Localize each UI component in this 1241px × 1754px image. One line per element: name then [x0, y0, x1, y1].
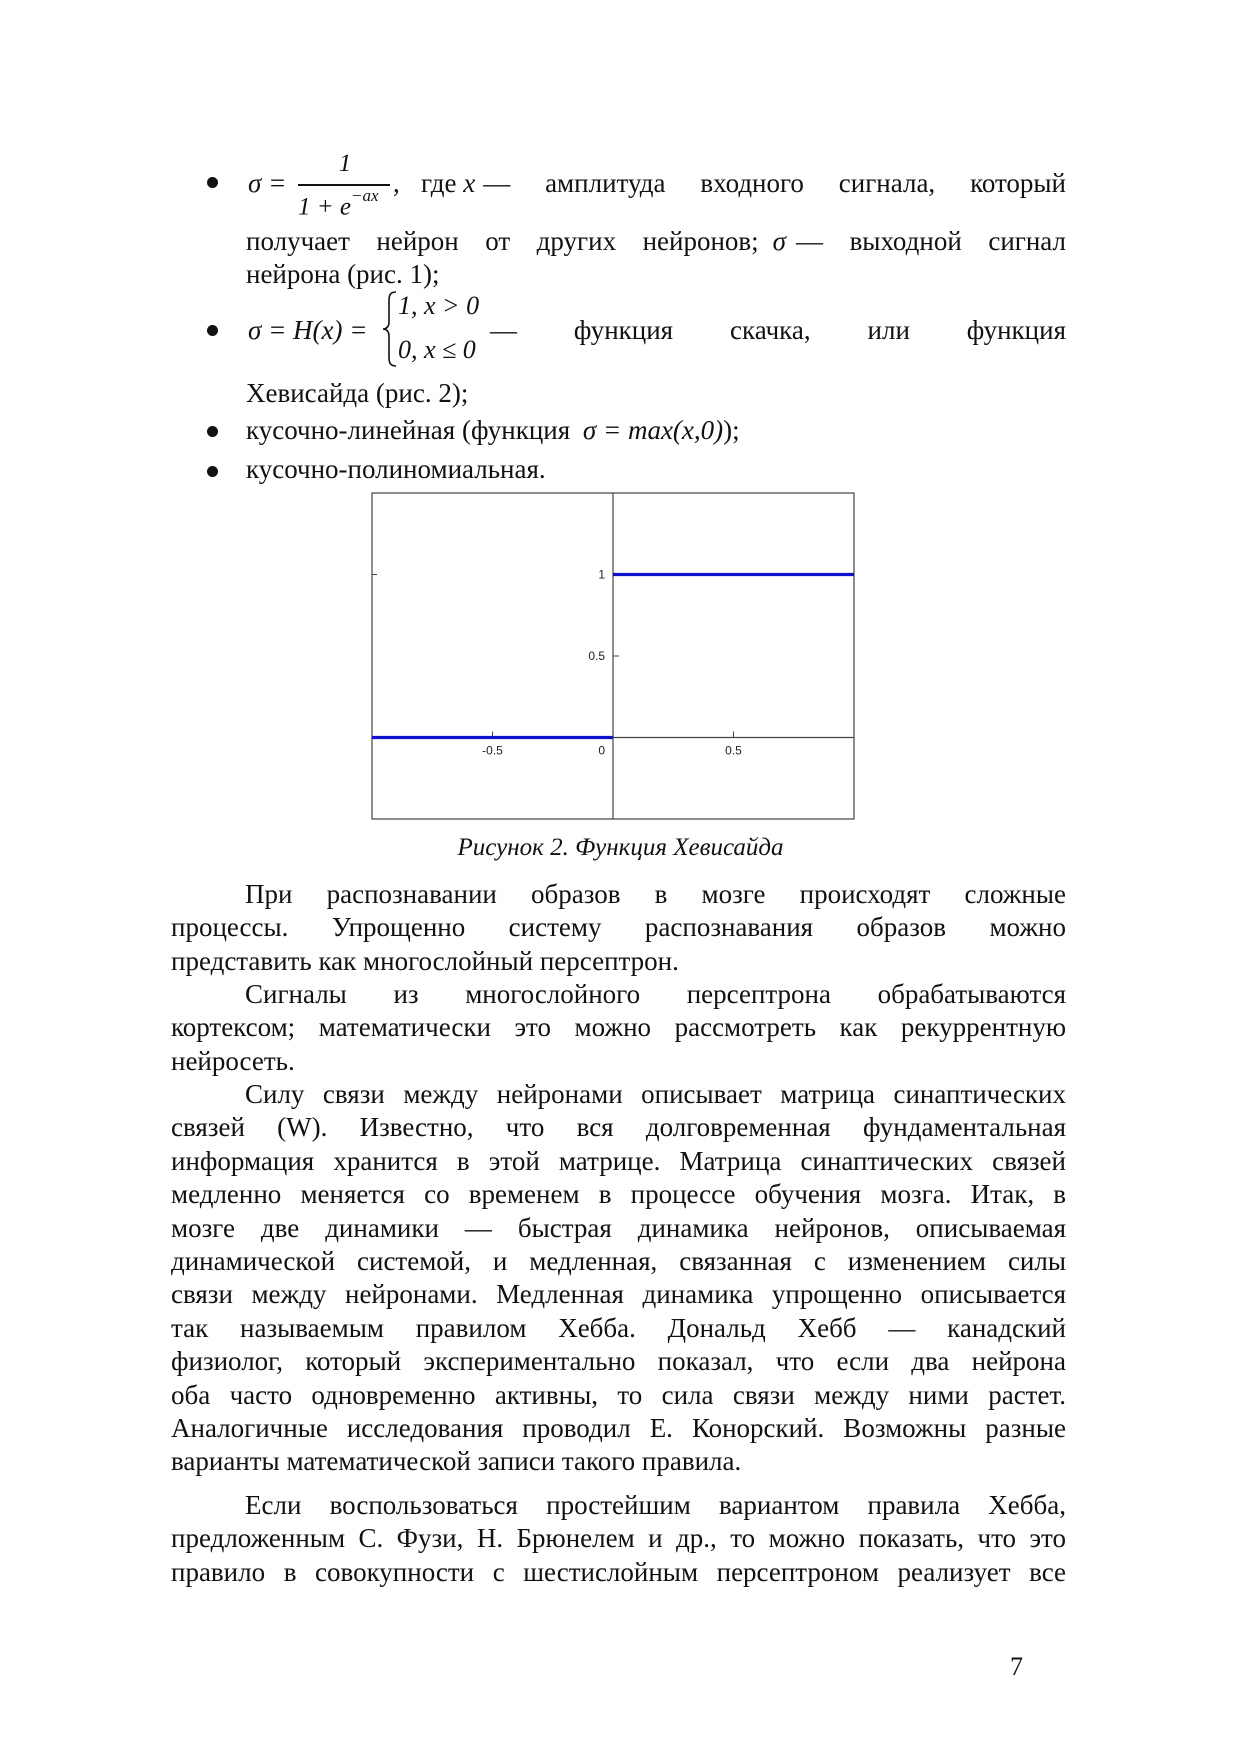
paragraph-line: кортексом; математически это можно рассмотреть как рекуррентную [171, 1012, 1066, 1043]
heaviside-case2: 0, x ≤ 0 [398, 335, 476, 364]
paragraph [171, 1078, 1066, 1479]
paragraph-line: Силу связи между нейронами описывает матрица синаптических [245, 1079, 1066, 1109]
paragraph-line: предложенным С. Фузи, Н. Брюнелем и др., то можно показать, что это [171, 1523, 1066, 1554]
x-tick-label: -0.5 [482, 743, 503, 758]
bullet1-line2-b: — выходной сигнал [796, 226, 1066, 256]
paragraph [171, 978, 1066, 1078]
formula-numerator: 1 [338, 150, 352, 177]
bullet4-line: кусочно-полиномиальная. [246, 454, 546, 484]
bullet3-text-b: ); [723, 415, 740, 445]
paragraph-line: связей (W). Известно, что вся долговременная фундаментальная [171, 1112, 1066, 1143]
formula-comma: , [393, 168, 400, 198]
paragraph [171, 1489, 1066, 1589]
paragraph-line: варианты математической записи такого правила. [171, 1446, 742, 1477]
paragraph-line: Если воспользоваться простейшим вариантом правила Хебба, [245, 1490, 1066, 1520]
paragraph-line: оба часто одновременно активны, то сила связи между ними растет. [171, 1379, 1066, 1410]
bullet1-where: где x [421, 168, 476, 198]
paragraph-line: медленно меняется со временем в процессе обучения мозга. Итак, в [171, 1179, 1066, 1210]
bullet1-line3: нейрона (рис. 1); [246, 259, 440, 289]
paragraph-line: При распознавании образов в мозге происходят сложные [245, 879, 1066, 909]
y-tick-label: 0.5 [588, 649, 605, 663]
heaviside-case1: 1, x > 0 [398, 291, 480, 320]
heaviside-lhs: σ = H(x) = [248, 315, 368, 345]
paragraph-line: информация хранится в этой матрице. Матрица синаптических связей [171, 1145, 1066, 1176]
y-tick-label: 1 [598, 567, 605, 582]
formula-lhs: σ = [248, 168, 287, 198]
formula-den-exp: −ax [350, 186, 379, 205]
bullet3-formula: σ = max(x,0) [582, 415, 724, 445]
bullet1-line1-rest: — амплитуда входного сигнала, который [483, 168, 1066, 198]
bullet2-line2: Хевисайда (рис. 2); [246, 378, 469, 408]
bullet2-line1: — функция скачка, или функция [490, 315, 1066, 345]
bullet3-text-a: кусочно-линейная (функция [246, 415, 571, 445]
paragraph-line: нейросеть. [171, 1045, 295, 1076]
paragraph-line: Сигналы из многослойного персептрона обрабатываются [245, 979, 1066, 1009]
paragraph-line: процессы. Упрощенно систему распознавания образов можно [171, 912, 1066, 943]
paragraph-line: мозге две динамики — быстрая динамика нейронов, описываемая [171, 1212, 1066, 1243]
bullet1-sigma: σ [772, 226, 786, 256]
paragraph-line: физиолог, который экспериментально показал, что если два нейрона [171, 1346, 1066, 1377]
paragraph-line: Аналогичные исследования проводил Е. Конорский. Возможны разные [171, 1413, 1066, 1444]
paragraph-line: представить как многослойный персептрон. [171, 945, 679, 976]
paragraph-line: так называемым правилом Хебба. Дональд Хебб — канадский [171, 1312, 1066, 1343]
x-tick-label: 0.5 [725, 743, 742, 758]
page-number: 7 [1010, 1652, 1023, 1681]
x-tick-label: 0 [598, 743, 605, 758]
paragraph-line: правило в совокупности с шестислойным персептроном реализует все [171, 1556, 1066, 1587]
paragraph-line: связи между нейронами. Медленная динамика упрощенно описывается [171, 1279, 1066, 1310]
paragraph [171, 878, 1066, 978]
bullet1-line2-a: получает нейрон от других нейронов; [246, 226, 759, 256]
figure-caption: Рисунок 2. Функция Хевисайда [457, 834, 784, 861]
formula-den-base: 1 + e [298, 193, 351, 221]
paragraph-line: динамической системой, и медленная, связанная с изменением силы [171, 1246, 1066, 1277]
